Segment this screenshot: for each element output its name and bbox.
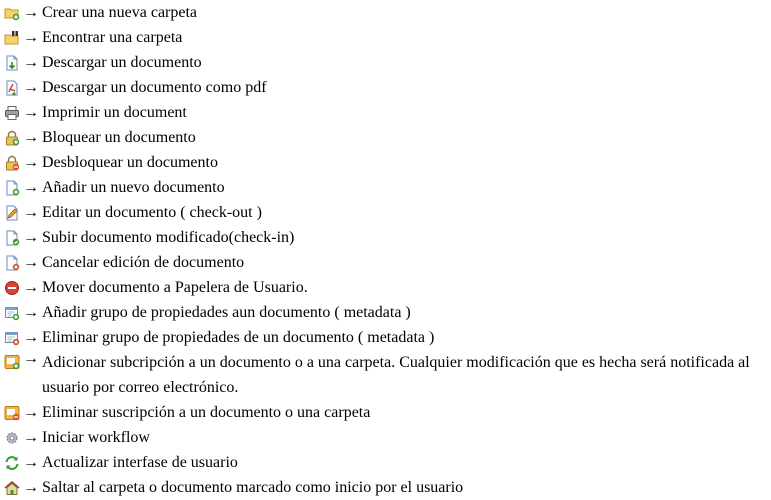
folder-new-icon [4, 5, 20, 21]
item-label: Encontrar una carpeta [42, 28, 183, 46]
arrow: → [23, 178, 39, 196]
arrow: → [23, 3, 39, 21]
list-item [4, 125, 771, 150]
list-item [4, 25, 771, 50]
item-label: Eliminar suscripción a un documento o una carpeta [42, 403, 371, 421]
document-checkin-icon [4, 230, 20, 246]
printer-icon [4, 105, 20, 121]
item-label: Saltar al carpeta o documento marcado como inicio por el usuario [42, 478, 464, 496]
list-item [4, 350, 771, 400]
item-label: Subir documento modificado(check-in) [42, 228, 295, 246]
arrow: → [23, 103, 39, 121]
arrow: → [23, 478, 39, 496]
list-item [4, 400, 771, 425]
arrow: → [23, 253, 39, 271]
list-item [4, 100, 771, 125]
arrow: → [23, 153, 39, 171]
list-item [4, 200, 771, 225]
item-label: Bloquear un documento [42, 128, 196, 146]
trash-remove-icon [4, 280, 20, 296]
list-item [4, 300, 771, 325]
folder-search-icon [4, 30, 20, 46]
item-label: Cancelar edición de documento [42, 253, 245, 271]
list-item [4, 175, 771, 200]
document-cancel-icon [4, 255, 20, 271]
arrow: → [23, 28, 39, 46]
item-label: Editar un documento ( check-out ) [42, 203, 262, 221]
list-item [4, 150, 771, 175]
document-add-icon [4, 180, 20, 196]
arrow: → [23, 453, 39, 471]
arrow: → [23, 53, 39, 71]
list-item [4, 450, 771, 475]
lock-add-icon [4, 130, 20, 146]
document-edit-icon [4, 205, 20, 221]
item-label: Actualizar interfase de usuario [42, 453, 238, 471]
list-item [4, 75, 771, 100]
arrow: → [23, 128, 39, 146]
subscription-remove-icon [4, 405, 20, 421]
icon-legend-list [4, 0, 771, 500]
arrow: → [23, 228, 39, 246]
item-label: Adicionar subcripción a un documento o a una carpeta. Cualquier modificación que es hecha será notificada al usuario por correo electrónico. [42, 354, 750, 396]
item-label: Eliminar grupo de propiedades de un documento ( metadata ) [42, 328, 435, 346]
list-item [4, 275, 771, 300]
item-label: Añadir un nuevo documento [42, 178, 225, 196]
list-item [4, 50, 771, 75]
workflow-gear-icon [4, 430, 20, 446]
refresh-icon [4, 455, 20, 471]
arrow: → [23, 328, 39, 346]
arrow: → [23, 278, 39, 296]
subscription-add-icon [4, 354, 20, 370]
metadata-add-icon [4, 305, 20, 321]
arrow: → [23, 303, 39, 321]
arrow: → [23, 403, 39, 421]
arrow: → [23, 350, 39, 367]
item-label: Crear una nueva carpeta [42, 3, 198, 21]
document-pdf-icon [4, 80, 20, 96]
list-item [4, 325, 771, 350]
arrow: → [23, 428, 39, 446]
list-item [4, 225, 771, 250]
item-label: Desbloquear un documento [42, 153, 218, 171]
metadata-remove-icon [4, 330, 20, 346]
item-label: Añadir grupo de propiedades aun documento ( metadata ) [42, 303, 411, 321]
item-label: Mover documento a Papelera de Usuario. [42, 278, 308, 296]
item-label: Imprimir un document [42, 103, 187, 121]
list-item [4, 425, 771, 450]
arrow: → [23, 203, 39, 221]
list-item [4, 0, 771, 25]
document-download-icon [4, 55, 20, 71]
list-item [4, 250, 771, 275]
lock-remove-icon [4, 155, 20, 171]
home-icon [4, 480, 20, 496]
arrow: → [23, 78, 39, 96]
item-label: Descargar un documento [42, 53, 202, 71]
item-label: Iniciar workflow [42, 428, 150, 446]
list-item [4, 475, 771, 500]
item-label: Descargar un documento como pdf [42, 78, 267, 96]
